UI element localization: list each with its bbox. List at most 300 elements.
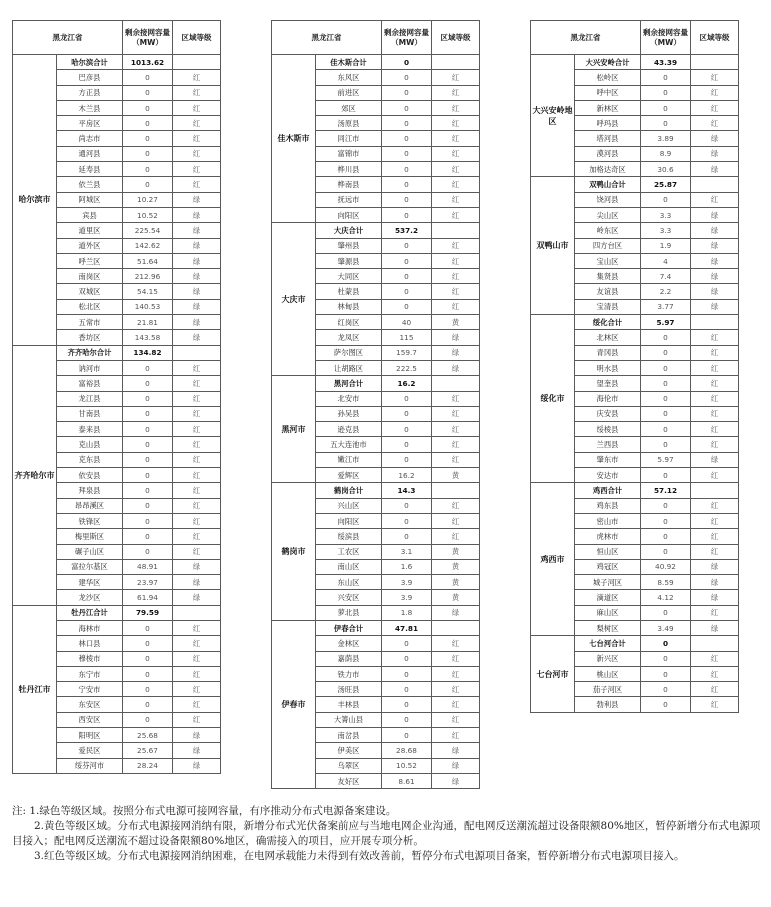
capacity-value: 10.27 — [123, 192, 173, 207]
capacity-value: 0 — [123, 529, 173, 544]
level-value: 绿 — [691, 559, 739, 574]
capacity-value: 54.15 — [123, 284, 173, 299]
district-name: 工农区 — [316, 544, 382, 559]
capacity-value: 0 — [641, 468, 691, 483]
capacity-value: 0 — [382, 697, 432, 712]
header-capacity: 剩余接网容量（MW） — [382, 21, 432, 55]
capacity-value: 0 — [382, 682, 432, 697]
level-value: 红 — [173, 620, 221, 635]
capacity-value: 40.92 — [641, 559, 691, 574]
city-name: 哈尔滨市 — [13, 55, 57, 346]
capacity-value: 51.64 — [123, 253, 173, 268]
capacity-value: 0 — [123, 682, 173, 697]
level-value: 红 — [691, 468, 739, 483]
level-value: 绿 — [691, 223, 739, 238]
capacity-value: 4 — [641, 253, 691, 268]
level-value: 绿 — [173, 590, 221, 605]
district-name: 阳明区 — [57, 728, 123, 743]
district-name: 尚志市 — [57, 131, 123, 146]
level-value: 红 — [173, 636, 221, 651]
level-value: 红 — [691, 498, 739, 513]
capacity-value: 0 — [641, 422, 691, 437]
capacity-value: 0 — [641, 666, 691, 681]
capacity-value: 1.8 — [382, 605, 432, 620]
capacity-value: 0 — [123, 360, 173, 375]
level-value: 红 — [691, 651, 739, 666]
level-value: 绿 — [691, 575, 739, 590]
capacity-value: 140.53 — [123, 299, 173, 314]
empty-cell — [432, 483, 480, 498]
capacity-value: 0 — [641, 100, 691, 115]
capacity-value: 0 — [382, 422, 432, 437]
capacity-value: 10.52 — [123, 207, 173, 222]
level-value: 红 — [691, 437, 739, 452]
capacity-value: 3.3 — [641, 223, 691, 238]
city-total-value: 134.82 — [123, 345, 173, 360]
capacity-value: 0 — [641, 544, 691, 559]
level-value: 绿 — [691, 284, 739, 299]
city-total-value: 57.12 — [641, 483, 691, 498]
level-value: 红 — [432, 651, 480, 666]
note-yellow: 2.黄色等级区域。分布式电源接网消纳有限，新增分布式光伏备案前应与当地电网企业沟通，配电网反送潮流超过设备限额80%地区，暂停新增分布式电源项目接入；配电网反送潮流不超过设备限额80%地区，确需接入的项目，应开展专项分析。 — [12, 820, 761, 847]
level-value: 红 — [432, 422, 480, 437]
capacity-value: 0 — [123, 70, 173, 85]
district-name: 友谊县 — [575, 284, 641, 299]
district-name: 依安县 — [57, 468, 123, 483]
capacity-value: 8.59 — [641, 575, 691, 590]
district-name: 建华区 — [57, 575, 123, 590]
capacity-value: 0 — [382, 192, 432, 207]
level-value: 红 — [173, 651, 221, 666]
district-name: 新兴区 — [575, 651, 641, 666]
district-name: 松北区 — [57, 299, 123, 314]
district-name: 富锦市 — [316, 146, 382, 161]
city-name: 齐齐哈尔市 — [13, 345, 57, 605]
level-value: 红 — [432, 192, 480, 207]
district-name: 呼兰区 — [57, 253, 123, 268]
capacity-value: 0 — [382, 452, 432, 467]
level-value: 绿 — [691, 299, 739, 314]
capacity-value: 0 — [123, 468, 173, 483]
level-value: 绿 — [691, 253, 739, 268]
city-total-row — [13, 345, 221, 360]
capacity-value: 25.67 — [123, 743, 173, 758]
capacity-value: 0 — [382, 85, 432, 100]
district-name: 兴安区 — [316, 590, 382, 605]
capacity-value: 0 — [123, 116, 173, 131]
header-level: 区域等级 — [173, 21, 221, 55]
level-value: 红 — [691, 70, 739, 85]
level-value: 绿 — [691, 452, 739, 467]
district-name: 宝山区 — [575, 253, 641, 268]
level-value: 绿 — [691, 238, 739, 253]
district-name: 林甸县 — [316, 299, 382, 314]
level-value: 绿 — [173, 299, 221, 314]
level-value: 红 — [691, 682, 739, 697]
capacity-value: 0 — [123, 422, 173, 437]
header-province: 黑龙江省 — [272, 21, 382, 55]
capacity-value: 8.61 — [382, 773, 432, 788]
header-province: 黑龙江省 — [531, 21, 641, 55]
district-name: 大同区 — [316, 269, 382, 284]
district-name: 肇州县 — [316, 238, 382, 253]
district-name: 木兰县 — [57, 100, 123, 115]
capacity-value: 1.6 — [382, 559, 432, 574]
level-value: 红 — [173, 468, 221, 483]
city-name: 大兴安岭地区 — [531, 55, 575, 177]
district-name: 孙吴县 — [316, 406, 382, 421]
district-name: 塔河县 — [575, 131, 641, 146]
district-name: 北安市 — [316, 391, 382, 406]
district-name: 庆安县 — [575, 406, 641, 421]
level-value: 绿 — [173, 192, 221, 207]
district-name: 穆棱市 — [57, 651, 123, 666]
level-value: 红 — [432, 391, 480, 406]
district-name: 东安区 — [57, 697, 123, 712]
district-name: 五大连池市 — [316, 437, 382, 452]
district-name: 林口县 — [57, 636, 123, 651]
level-value: 红 — [173, 498, 221, 513]
capacity-value: 28.24 — [123, 758, 173, 773]
capacity-value: 0 — [641, 697, 691, 712]
level-value: 绿 — [173, 284, 221, 299]
level-value: 红 — [432, 697, 480, 712]
capacity-value: 0 — [382, 253, 432, 268]
capacity-value: 40 — [382, 315, 432, 330]
capacity-value: 0 — [123, 376, 173, 391]
empty-cell — [691, 177, 739, 192]
district-name: 昂昂溪区 — [57, 498, 123, 513]
city-total-value: 47.81 — [382, 620, 432, 635]
level-value: 红 — [691, 100, 739, 115]
capacity-value: 3.3 — [641, 207, 691, 222]
district-name: 友好区 — [316, 773, 382, 788]
capacity-value: 0 — [641, 605, 691, 620]
capacity-value: 0 — [382, 207, 432, 222]
city-total-row — [531, 483, 739, 498]
level-value: 红 — [691, 544, 739, 559]
header-province: 黑龙江省 — [13, 21, 123, 55]
capacity-value: 0 — [382, 238, 432, 253]
level-value: 红 — [432, 682, 480, 697]
capacity-value: 0 — [382, 437, 432, 452]
capacity-value: 0 — [123, 697, 173, 712]
level-value: 红 — [432, 146, 480, 161]
city-total-label: 鸡西合计 — [575, 483, 641, 498]
capacity-value: 222.5 — [382, 360, 432, 375]
level-value: 绿 — [173, 330, 221, 345]
city-total-row — [531, 636, 739, 651]
district-name: 萨尔图区 — [316, 345, 382, 360]
level-value: 红 — [173, 422, 221, 437]
district-name: 梨树区 — [575, 620, 641, 635]
level-value: 红 — [432, 452, 480, 467]
capacity-value: 25.68 — [123, 728, 173, 743]
capacity-value: 0 — [123, 437, 173, 452]
level-value: 绿 — [173, 559, 221, 574]
district-name: 碾子山区 — [57, 544, 123, 559]
city-total-value: 43.39 — [641, 55, 691, 70]
district-name: 香坊区 — [57, 330, 123, 345]
level-value: 红 — [173, 100, 221, 115]
level-value: 红 — [691, 666, 739, 681]
district-name: 宾县 — [57, 207, 123, 222]
district-name: 松岭区 — [575, 70, 641, 85]
district-name: 青冈县 — [575, 345, 641, 360]
district-name: 龙凤区 — [316, 330, 382, 345]
district-name: 汤旺县 — [316, 682, 382, 697]
district-name: 巴彦县 — [57, 70, 123, 85]
capacity-value: 0 — [382, 116, 432, 131]
district-name: 铁力市 — [316, 666, 382, 681]
level-value: 红 — [432, 85, 480, 100]
city-name: 黑河市 — [272, 376, 316, 483]
city-name: 大庆市 — [272, 223, 316, 376]
capacity-value: 0 — [382, 529, 432, 544]
level-value: 红 — [173, 712, 221, 727]
district-name: 嫩江市 — [316, 452, 382, 467]
city-total-row — [531, 177, 739, 192]
level-value: 红 — [173, 391, 221, 406]
level-value: 绿 — [173, 743, 221, 758]
capacity-value: 0 — [123, 406, 173, 421]
capacity-value: 159.7 — [382, 345, 432, 360]
capacity-value: 0 — [382, 162, 432, 177]
capacity-value: 0 — [382, 728, 432, 743]
city-total-row — [272, 55, 480, 70]
header-capacity: 剩余接网容量（MW） — [123, 21, 173, 55]
level-value: 红 — [173, 70, 221, 85]
capacity-value: 0 — [641, 529, 691, 544]
capacity-value: 0 — [382, 666, 432, 681]
district-name: 海林市 — [57, 620, 123, 635]
capacity-value: 0 — [641, 498, 691, 513]
capacity-value: 0 — [382, 712, 432, 727]
district-name: 爱辉区 — [316, 468, 382, 483]
district-name: 南山区 — [316, 559, 382, 574]
city-name: 牡丹江市 — [13, 605, 57, 773]
city-total-label: 伊春合计 — [316, 620, 382, 635]
district-name: 南岗区 — [57, 269, 123, 284]
capacity-value: 0 — [123, 498, 173, 513]
capacity-value: 0 — [382, 406, 432, 421]
capacity-value: 143.58 — [123, 330, 173, 345]
capacity-value: 0 — [382, 70, 432, 85]
district-name: 东风区 — [316, 70, 382, 85]
capacity-value: 0 — [382, 100, 432, 115]
level-value: 红 — [691, 360, 739, 375]
level-value: 红 — [691, 697, 739, 712]
level-value: 红 — [691, 422, 739, 437]
level-value: 绿 — [173, 728, 221, 743]
level-value: 绿 — [691, 590, 739, 605]
notes — [12, 804, 762, 864]
district-name: 富拉尔基区 — [57, 559, 123, 574]
level-value: 绿 — [432, 330, 480, 345]
level-value: 红 — [432, 712, 480, 727]
district-name: 城子河区 — [575, 575, 641, 590]
district-name: 虎林市 — [575, 529, 641, 544]
level-value: 红 — [173, 544, 221, 559]
city-total-label: 绥化合计 — [575, 315, 641, 330]
capacity-value: 48.91 — [123, 559, 173, 574]
capacity-value: 0 — [382, 498, 432, 513]
city-name: 鸡西市 — [531, 483, 575, 636]
level-value: 红 — [173, 697, 221, 712]
capacity-value: 0 — [123, 513, 173, 528]
city-total-label: 鹤岗合计 — [316, 483, 382, 498]
capacity-value: 1.9 — [641, 238, 691, 253]
capacity-value: 0 — [641, 651, 691, 666]
level-value: 红 — [432, 666, 480, 681]
city-total-row — [272, 620, 480, 635]
level-value: 红 — [691, 192, 739, 207]
district-name: 宝清县 — [575, 299, 641, 314]
district-name: 嘉荫县 — [316, 651, 382, 666]
grid-table-1 — [12, 20, 221, 774]
level-value: 绿 — [691, 146, 739, 161]
district-name: 绥滨县 — [316, 529, 382, 544]
capacity-value: 0 — [641, 376, 691, 391]
district-name: 桦川县 — [316, 162, 382, 177]
district-name: 伊美区 — [316, 743, 382, 758]
capacity-value: 0 — [123, 712, 173, 727]
level-value: 红 — [173, 116, 221, 131]
capacity-value: 0 — [641, 391, 691, 406]
capacity-value: 0 — [382, 177, 432, 192]
level-value: 绿 — [173, 575, 221, 590]
level-value: 红 — [173, 131, 221, 146]
city-name: 伊春市 — [272, 620, 316, 788]
district-name: 呼玛县 — [575, 116, 641, 131]
note-red: 3.红色等级区域。分布式电源接网消纳困难，在电网承载能力未得到有效改善前，暂停分布式电源项目备案，暂停新增分布式电源项目接入。 — [34, 850, 685, 862]
district-name: 乌翠区 — [316, 758, 382, 773]
district-name: 海伦市 — [575, 391, 641, 406]
level-value: 红 — [691, 529, 739, 544]
capacity-value: 0 — [641, 682, 691, 697]
city-total-label: 七台河合计 — [575, 636, 641, 651]
city-total-row — [13, 605, 221, 620]
empty-cell — [432, 620, 480, 635]
level-value: 红 — [432, 406, 480, 421]
level-value: 红 — [432, 728, 480, 743]
district-name: 兰西县 — [575, 437, 641, 452]
capacity-value: 21.81 — [123, 315, 173, 330]
level-value: 绿 — [173, 238, 221, 253]
level-value: 红 — [173, 452, 221, 467]
level-value: 绿 — [432, 743, 480, 758]
district-name: 逊克县 — [316, 422, 382, 437]
district-name: 萝北县 — [316, 605, 382, 620]
capacity-value: 0 — [641, 330, 691, 345]
level-value: 红 — [432, 253, 480, 268]
capacity-value: 7.4 — [641, 269, 691, 284]
level-value: 红 — [691, 406, 739, 421]
district-name: 克山县 — [57, 437, 123, 452]
district-name: 绥芬河市 — [57, 758, 123, 773]
district-name: 依兰县 — [57, 177, 123, 192]
empty-cell — [432, 55, 480, 70]
capacity-value: 0 — [123, 544, 173, 559]
empty-cell — [432, 376, 480, 391]
empty-cell — [691, 55, 739, 70]
capacity-value: 0 — [123, 666, 173, 681]
district-name: 绥棱县 — [575, 422, 641, 437]
capacity-value: 8.9 — [641, 146, 691, 161]
capacity-value: 3.9 — [382, 575, 432, 590]
capacity-value: 3.89 — [641, 131, 691, 146]
level-value: 红 — [691, 345, 739, 360]
header-capacity: 剩余接网容量（MW） — [641, 21, 691, 55]
district-name: 集贤县 — [575, 269, 641, 284]
capacity-value: 61.94 — [123, 590, 173, 605]
level-value: 红 — [173, 177, 221, 192]
city-total-label: 牡丹江合计 — [57, 605, 123, 620]
city-total-row — [13, 55, 221, 70]
capacity-value: 0 — [382, 284, 432, 299]
capacity-value: 0 — [641, 406, 691, 421]
district-name: 抚远市 — [316, 192, 382, 207]
capacity-value: 0 — [123, 636, 173, 651]
district-name: 肇东市 — [575, 452, 641, 467]
level-value: 红 — [432, 636, 480, 651]
level-value: 红 — [432, 437, 480, 452]
level-value: 红 — [173, 437, 221, 452]
level-value: 红 — [432, 299, 480, 314]
city-total-row — [272, 223, 480, 238]
district-name: 南岔县 — [316, 728, 382, 743]
district-name: 明水县 — [575, 360, 641, 375]
district-name: 宁安市 — [57, 682, 123, 697]
district-name: 桦南县 — [316, 177, 382, 192]
district-name: 富裕县 — [57, 376, 123, 391]
capacity-value: 0 — [382, 146, 432, 161]
level-value: 绿 — [432, 605, 480, 620]
capacity-value: 0 — [641, 192, 691, 207]
district-name: 道里区 — [57, 223, 123, 238]
capacity-value: 0 — [641, 513, 691, 528]
district-name: 红岗区 — [316, 315, 382, 330]
level-value: 红 — [173, 146, 221, 161]
capacity-value: 0 — [123, 85, 173, 100]
district-name: 五常市 — [57, 315, 123, 330]
level-value: 黄 — [432, 590, 480, 605]
city-total-label: 大兴安岭合计 — [575, 55, 641, 70]
district-name: 前进区 — [316, 85, 382, 100]
capacity-value: 16.2 — [382, 468, 432, 483]
level-value: 红 — [432, 269, 480, 284]
level-value: 黄 — [432, 559, 480, 574]
header-level: 区域等级 — [432, 21, 480, 55]
level-value: 绿 — [432, 360, 480, 375]
level-value: 红 — [173, 85, 221, 100]
level-value: 红 — [173, 406, 221, 421]
district-name: 鸡冠区 — [575, 559, 641, 574]
capacity-value: 3.9 — [382, 590, 432, 605]
level-value: 红 — [173, 360, 221, 375]
city-total-label: 大庆合计 — [316, 223, 382, 238]
district-name: 兴山区 — [316, 498, 382, 513]
capacity-value: 3.1 — [382, 544, 432, 559]
level-value: 绿 — [173, 758, 221, 773]
level-value: 红 — [691, 116, 739, 131]
level-value: 红 — [173, 666, 221, 681]
level-value: 黄 — [432, 468, 480, 483]
level-value: 红 — [173, 513, 221, 528]
level-value: 红 — [691, 330, 739, 345]
district-name: 拜泉县 — [57, 483, 123, 498]
district-name: 勃利县 — [575, 697, 641, 712]
